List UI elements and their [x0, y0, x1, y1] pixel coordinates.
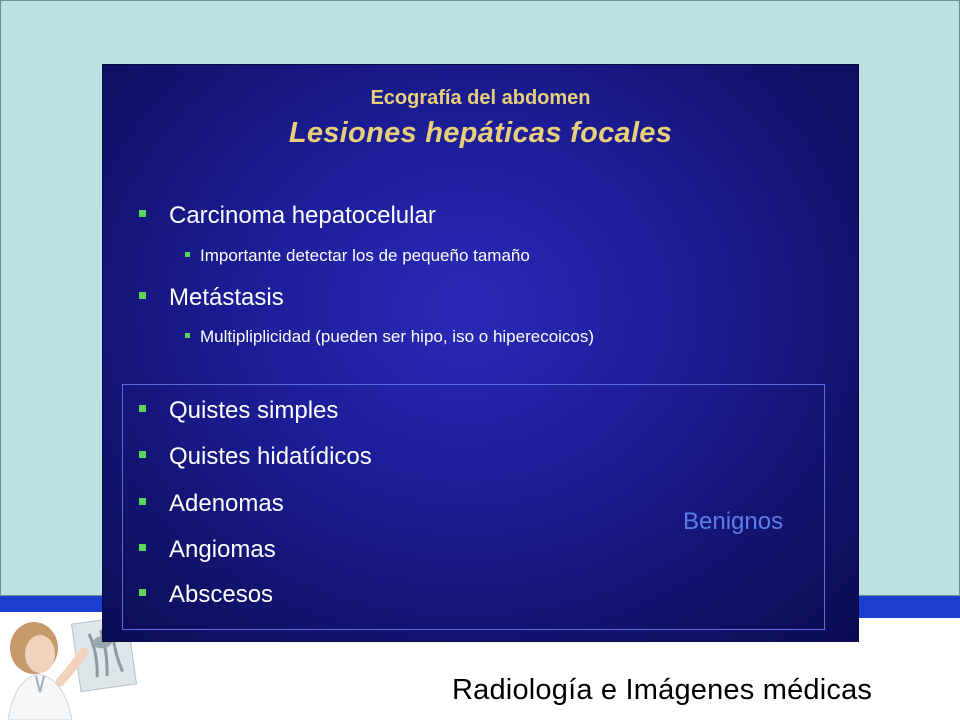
benign-item — [169, 490, 284, 518]
benign-item-label: Quistes hidatídicos — [169, 443, 372, 470]
bullet-square — [139, 405, 146, 412]
bullet-label: Metástasis — [169, 284, 284, 311]
bullet-square — [185, 333, 190, 338]
benign-item-label: Abscesos — [169, 581, 274, 608]
slide — [103, 65, 858, 641]
benign-item-label: Quistes simples — [169, 397, 339, 424]
bullet-square — [139, 544, 146, 551]
benign-item — [169, 397, 338, 425]
footer-caption: Radiología e Imágenes médicas — [452, 674, 873, 706]
bullet-square — [139, 498, 146, 505]
bullet-square — [139, 292, 146, 299]
bullet-square — [185, 252, 190, 257]
slide-title: Ecografía del abdomen — [370, 87, 591, 109]
benign-item — [169, 443, 372, 471]
bullet-square — [139, 210, 146, 217]
bullet-metastasis — [169, 284, 284, 312]
bullet-square — [139, 451, 146, 458]
benign-label: Benignos — [683, 508, 784, 535]
subbullet-label: Importante detectar los de pequeño tamaño — [200, 246, 530, 265]
subbullet-metastasis — [200, 327, 594, 347]
bullet-square — [139, 589, 146, 596]
subbullet-label: Multipliplicidad (pueden ser hipo, iso o hiperecoicos) — [200, 327, 595, 346]
slide-subtitle: Lesiones hepáticas focales — [288, 117, 673, 149]
bullet-carcinoma — [169, 202, 436, 230]
subbullet-carcinoma — [200, 246, 530, 266]
benign-item — [169, 536, 276, 564]
benign-item — [169, 581, 273, 609]
benign-item-label: Angiomas — [169, 536, 276, 563]
bullet-label: Carcinoma hepatocelular — [169, 202, 436, 229]
benign-item-label: Adenomas — [169, 490, 284, 517]
